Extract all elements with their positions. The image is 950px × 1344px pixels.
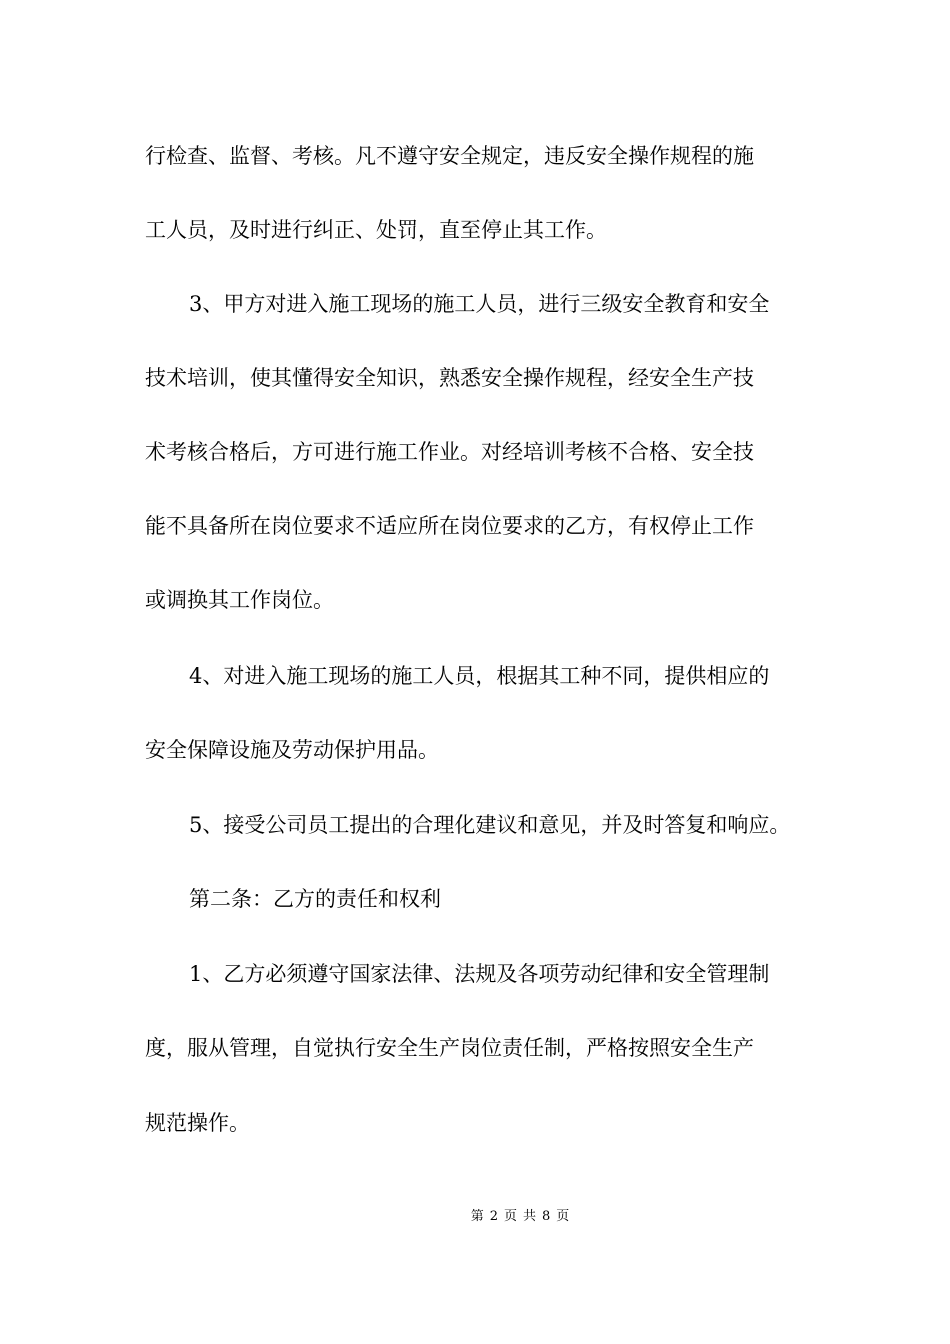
body-text-line: 规范操作。 bbox=[145, 1111, 250, 1135]
page-label-total: 共 bbox=[523, 1209, 537, 1224]
page-footer bbox=[0, 1207, 950, 1227]
body-text-line: 行检查、监督、考核。凡不遵守安全规定，违反安全操作规程的施 bbox=[145, 144, 754, 168]
body-text-line: 术考核合格后，方可进行施工作业。对经培训考核不合格、安全技 bbox=[145, 440, 754, 464]
current-page-number: 2 bbox=[489, 1209, 498, 1224]
page-label-mid: 页 bbox=[503, 1209, 517, 1224]
section-heading: 第二条：乙方的责任和权利 bbox=[189, 887, 441, 911]
page-label-suffix: 页 bbox=[556, 1209, 570, 1224]
body-text-line: 安全保障设施及劳动保护用品。 bbox=[145, 738, 439, 762]
body-text-line: 工人员，及时进行纠正、处罚，直至停止其工作。 bbox=[145, 218, 607, 242]
body-text-line: 能不具备所在岗位要求不适应所在岗位要求的乙方，有权停止工作 bbox=[145, 514, 754, 538]
body-text-line: 度，服从管理，自觉执行安全生产岗位责任制，严格按照安全生产 bbox=[145, 1036, 754, 1060]
numbered-clause-3: 3、甲方对进入施工现场的施工人员，进行三级安全教育和安全 bbox=[189, 292, 770, 316]
total-pages-number: 8 bbox=[542, 1209, 551, 1224]
numbered-clause-5: 5、接受公司员工提出的合理化建议和意见，并及时答复和响应。 bbox=[189, 813, 791, 837]
body-text-line: 技术培训，使其懂得安全知识，熟悉安全操作规程，经安全生产技 bbox=[145, 366, 754, 390]
numbered-clause-1: 1、乙方必须遵守国家法律、法规及各项劳动纪律和安全管理制 bbox=[189, 962, 770, 986]
numbered-clause-4: 4、对进入施工现场的施工人员，根据其工种不同，提供相应的 bbox=[189, 664, 770, 688]
page-label-prefix: 第 bbox=[470, 1209, 484, 1224]
body-text-line: 或调换其工作岗位。 bbox=[145, 588, 334, 612]
